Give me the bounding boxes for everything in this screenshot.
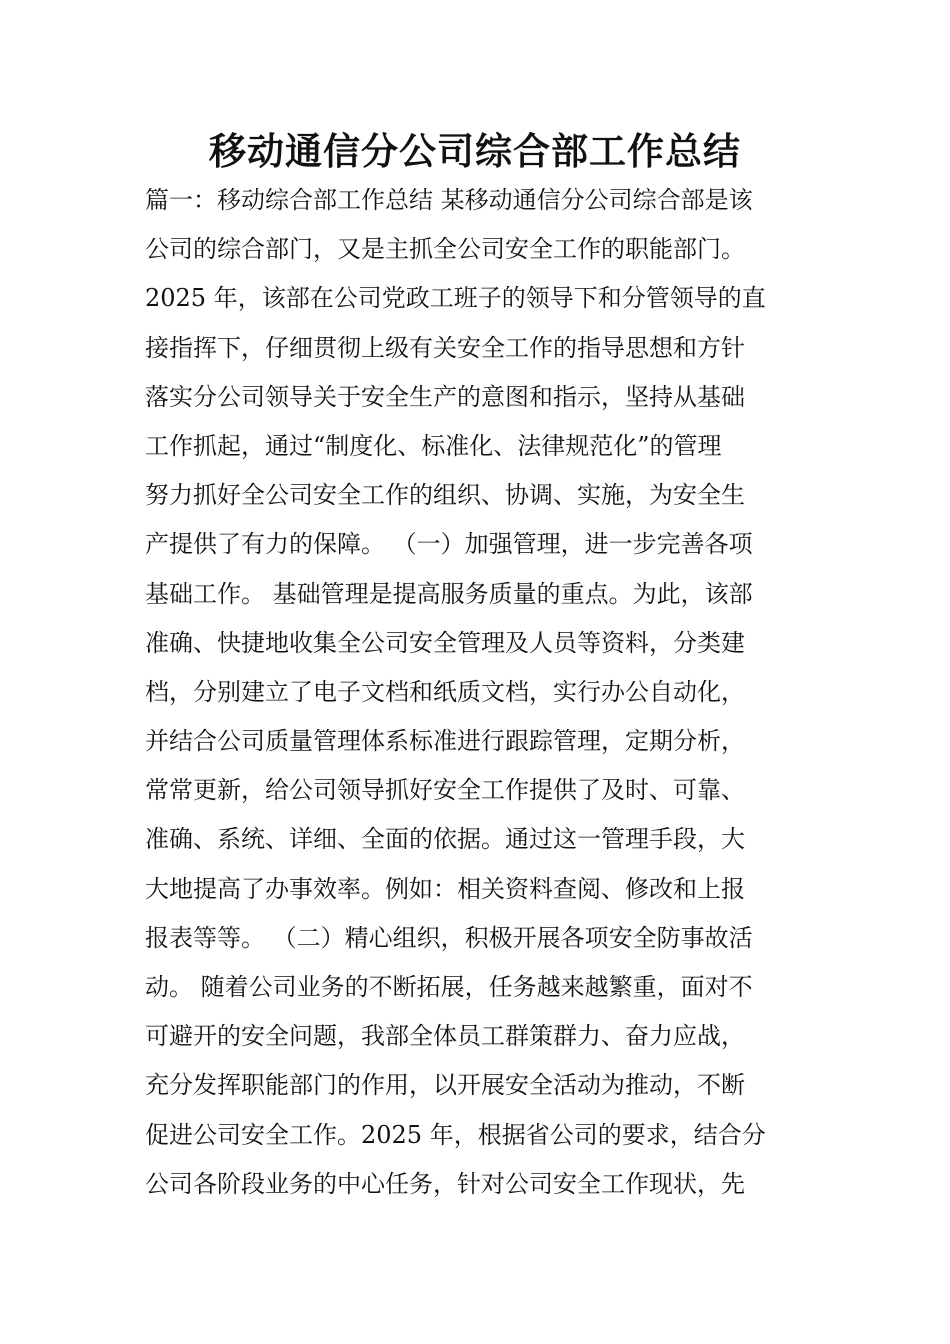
body-line: 努力抓好全公司安全工作的组织、协调、实施，为安全生: [145, 481, 745, 510]
body-line: 2025 年，该部在公司党政工班子的领导下和分管领导的直: [145, 284, 766, 313]
body-line: 档，分别建立了电子文档和纸质文档，实行办公自动化，: [145, 677, 745, 706]
body-line: 大地提高了办事效率。例如：相关资料查阅、修改和上报: [145, 874, 745, 903]
body-line: 充分发挥职能部门的作用，以开展安全活动为推动，不断: [145, 1071, 745, 1100]
body-line: 基础工作。 基础管理是提高服务质量的重点。为此，该部: [145, 579, 753, 608]
body-line: 公司各阶段业务的中心任务，针对公司安全工作现状，先: [145, 1169, 745, 1198]
body-line: 常常更新，给公司领导抓好安全工作提供了及时、可靠、: [145, 776, 745, 805]
body-line: 准确、系统、详细、全面的依据。通过这一管理手段，大: [145, 825, 745, 854]
body-line: 工作抓起，通过“制度化、标准化、法律规范化”的管理: [145, 431, 722, 460]
body-line: 动。 随着公司业务的不断拓展，任务越来越繁重，面对不: [145, 973, 753, 1001]
document-title: 移动通信分公司综合部工作总结: [209, 129, 741, 173]
document-body: [145, 176, 835, 1209]
body-line: 准确、快捷地收集全公司安全管理及人员等资料，分类建: [145, 628, 745, 657]
body-line: 报表等等。 （二）精心组织，积极开展各项安全防事故活: [145, 923, 753, 952]
body-line: 公司的综合部门，又是主抓全公司安全工作的职能部门。: [145, 235, 745, 264]
body-line: 接指挥下，仔细贯彻上级有关安全工作的指导思想和方针: [145, 333, 745, 362]
body-line: 产提供了有力的保障。 （一）加强管理，进一步完善各项: [145, 530, 753, 559]
body-line: 可避开的安全问题，我部全体员工群策群力、奋力应战，: [145, 1022, 745, 1051]
body-line: 促进公司安全工作。2025 年，根据省公司的要求，结合分: [145, 1120, 766, 1149]
body-line: 落实分公司领导关于安全生产的意图和指示，坚持从基础: [145, 382, 745, 411]
body-line: 并结合公司质量管理体系标准进行跟踪管理，定期分析，: [145, 727, 745, 756]
body-line: 篇一：移动综合部工作总结 某移动通信分公司综合部是该: [145, 186, 753, 214]
